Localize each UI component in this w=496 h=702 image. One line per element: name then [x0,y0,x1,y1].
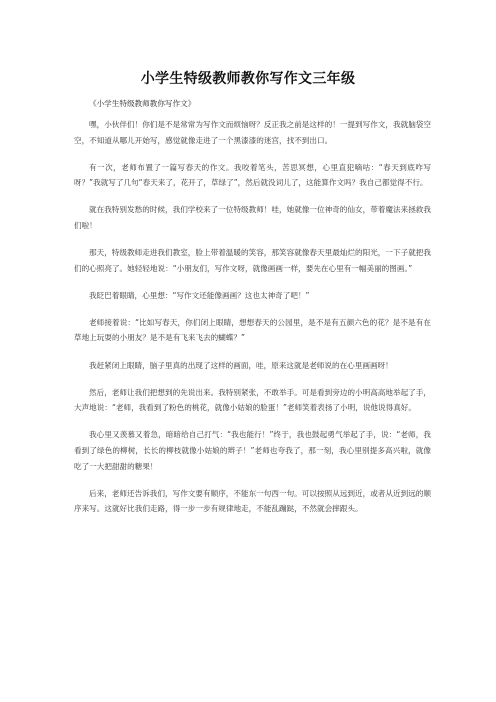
paragraph: 然后，老师让我们把想到的先说出来。我特别紧张，不敢举手。可是看到旁边的小明高高地举起了手，大声地说：“老师，我看到了粉色的桃花，就像小姑娘的脸蛋！”老师笑着表扬了小明，说他说得真好。 [74,387,431,413]
paragraph: 后来，老师还告诉我们，写作文要有顺序，不能东一句西一句。可以按照从远到近，或者从近到远的顺序来写。这就好比我们走路，得一步一步有规律地走，不能乱蹦跶，不然就会摔跟头。 [74,488,431,514]
document-body [74,117,431,528]
paragraph: 我心里又羡慕又着急，暗暗给自己打气：“我也能行！”终于，我也鼓起勇气举起了手，说：“老师，我看到了绿色的柳树，长长的柳枝就像小姑娘的辫子！”老师也夸我了，那一刻，我心里别提多高兴啦，就像吃了一大把甜甜的糖果！ [74,430,431,471]
paragraph: 我眨巴着眼睛，心里想：“写作文还能像画画？这也太神奇了吧！” [89,290,310,300]
paragraph: 那天，特级教师走进我们教室，脸上带着温暖的笑容，那笑容就像春天里最灿烂的阳光，一下子就把我们的心照亮了。她轻轻地说：“小朋友们，写作文呀，就像画画一样，要先在心里有一幅美丽的图画。” [74,248,431,273]
paragraph: 有一次，老师布置了一篇写春天的作文。我咬着笔头，苦思冥想，心里直犯嘀咕：“春天到底咋写呀？”我就写了几句“春天来了，花开了，草绿了”，然后就没词儿了，这能算作文吗？我自己都觉得不行。 [74,162,431,188]
paragraph: 我赶紧闭上眼睛，脑子里真的出现了这样的画面，哇，原来这就是老师说的在心里画画呀！ [89,360,393,370]
document-title: 小学生特级教师教你写作文三年级 [140,71,356,87]
paragraph: 老师接着说：“比如写春天，你们闭上眼睛，想想春天的公园里，是不是有五颜六色的花？是不是有在草地上玩耍的小朋友？是不是有飞来飞去的蝴蝶？” [74,317,431,343]
document-subtitle: 《小学生特级教师教你写作文》 [89,99,196,108]
paragraph: 嘿，小伙伴们！你们是不是常常为写作文而烦恼呀？反正我之前是这样的！一提到写作文，我就脑袋空空，不知道从哪儿开始写，感觉就像走进了一个黑漆漆的迷宫，找不到出口。 [74,120,431,145]
paragraph: 就在我特别发愁的时候，我们学校来了一位特级教师！哇，她就像一位神奇的仙女，带着魔法来拯救我们啦！ [74,205,431,230]
